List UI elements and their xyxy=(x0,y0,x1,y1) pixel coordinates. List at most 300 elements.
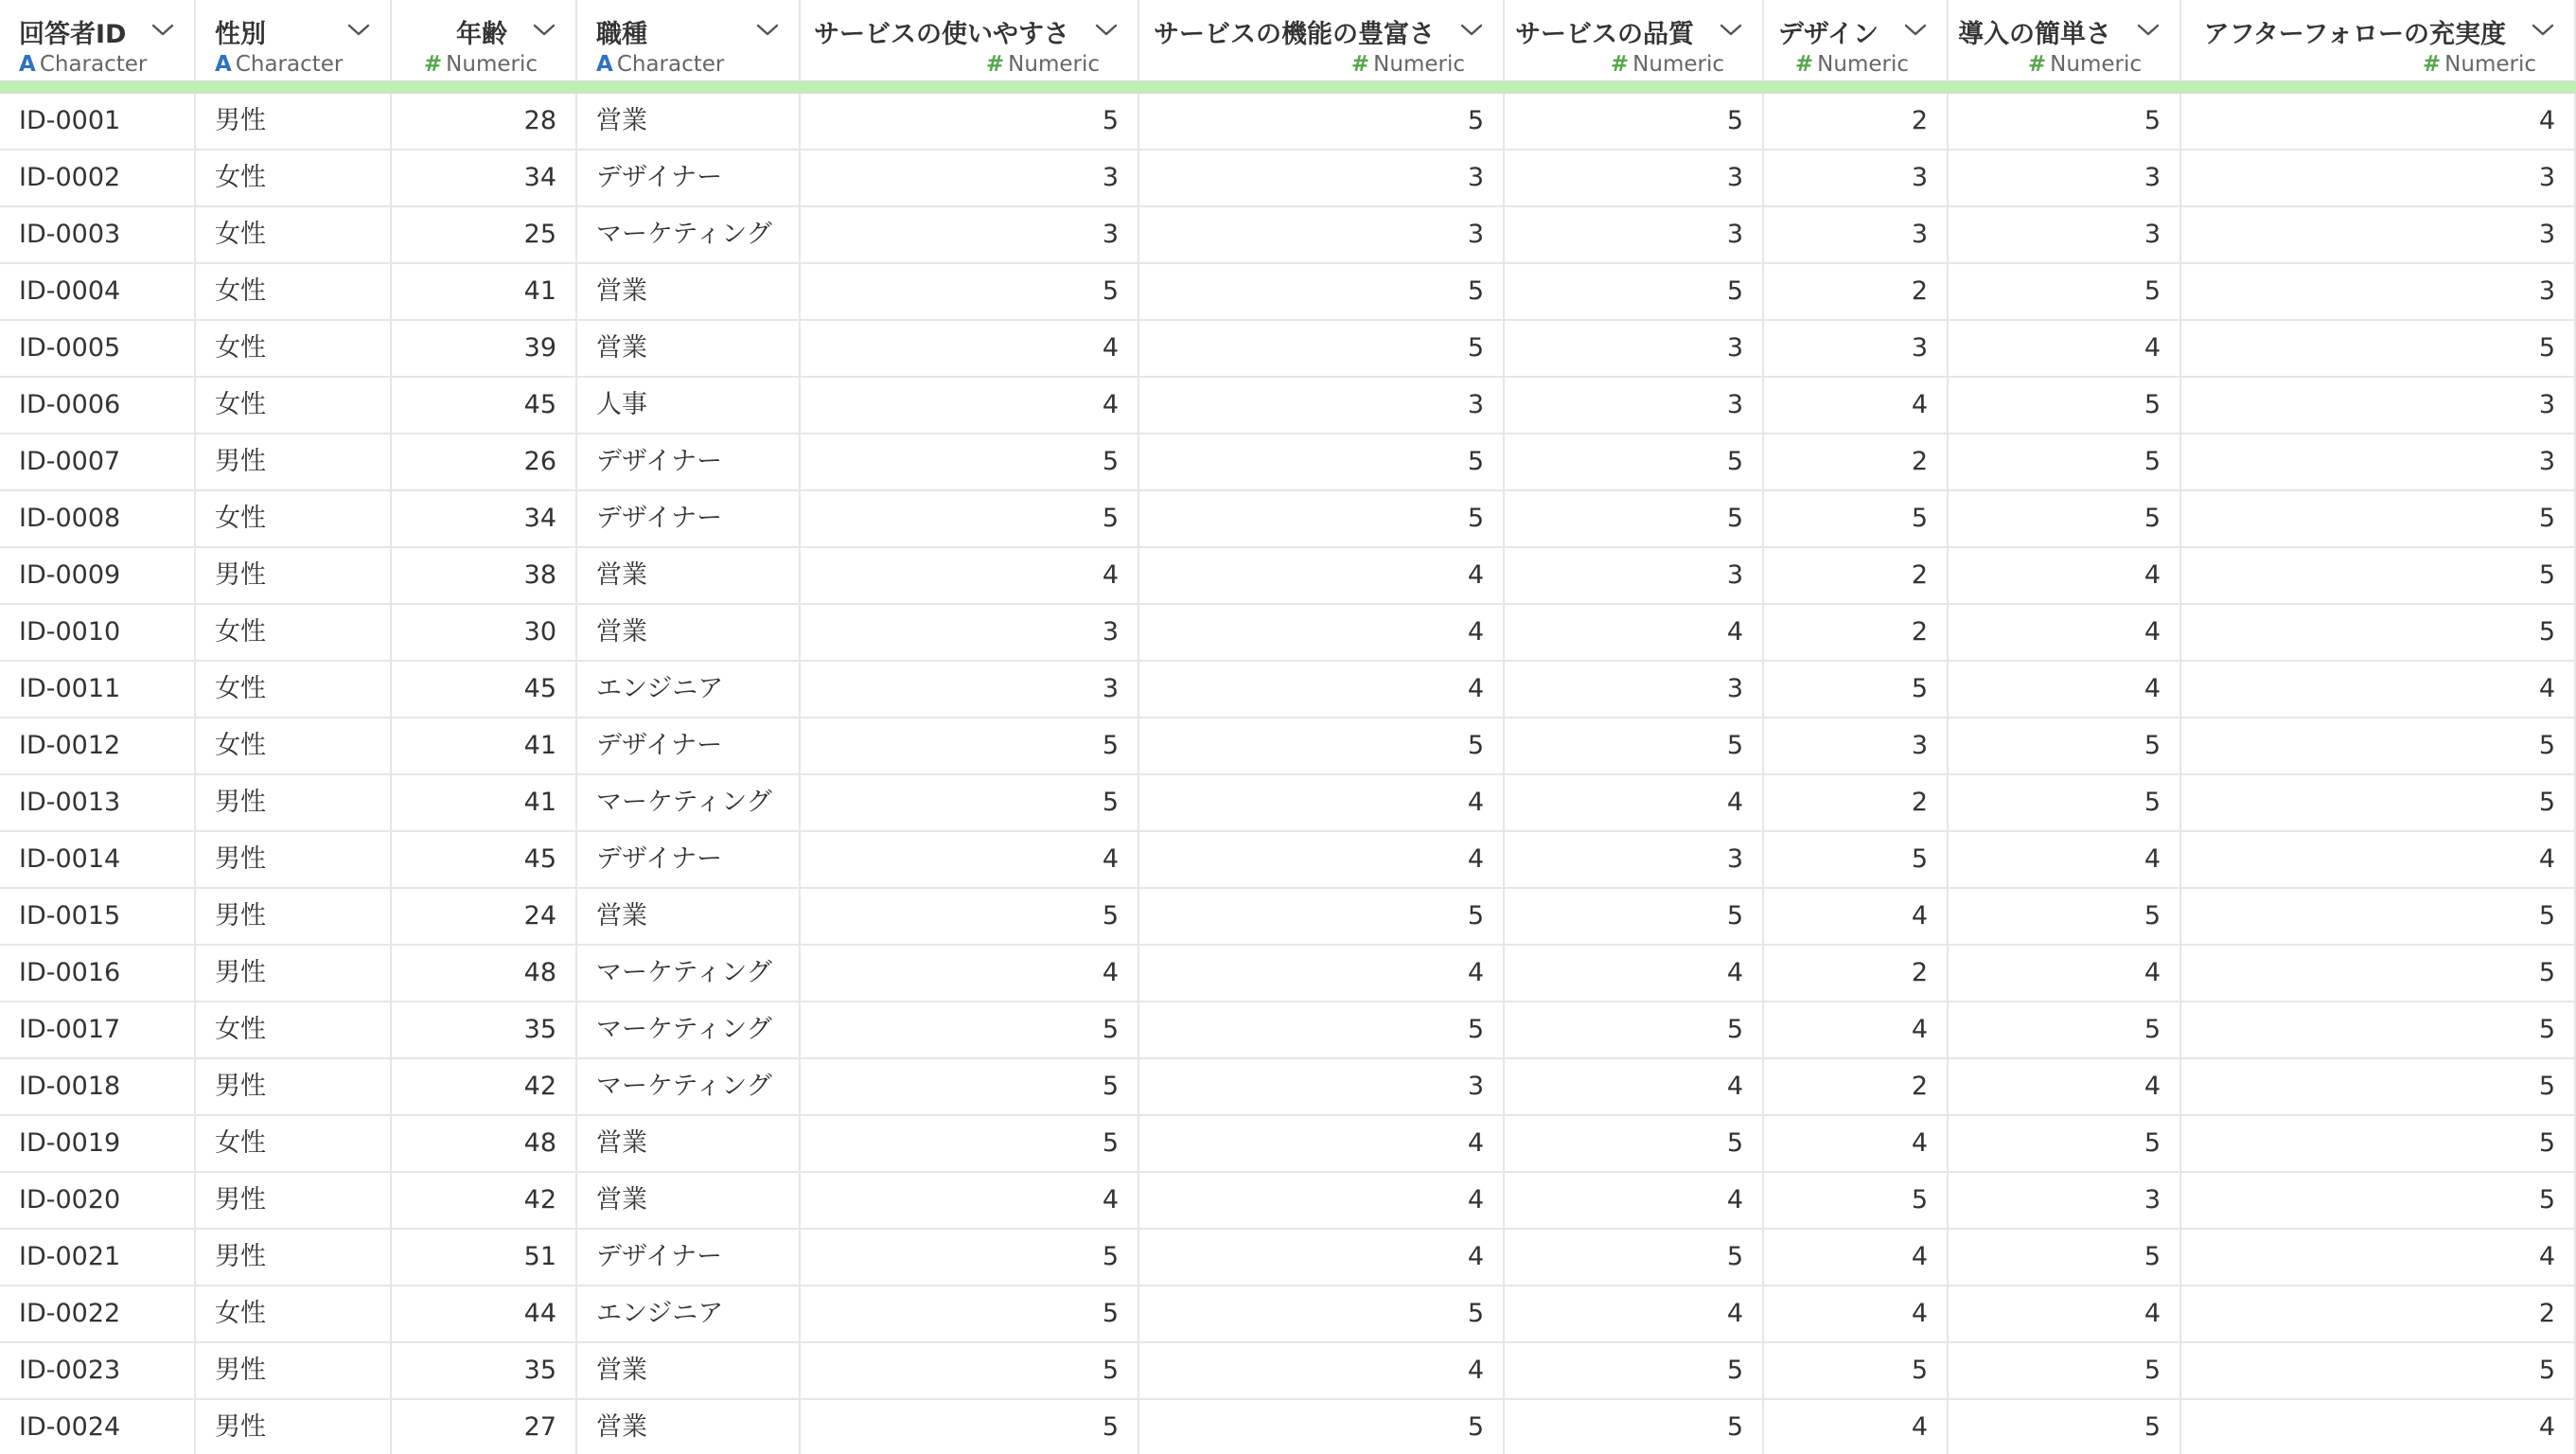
cell-age[interactable]: 44 xyxy=(392,1286,577,1341)
table-row xyxy=(0,264,2576,321)
cell-features[interactable]: 5 xyxy=(1139,491,1505,546)
cell-quality[interactable]: 4 xyxy=(1505,775,1764,830)
cell-gender[interactable]: 男性 xyxy=(196,548,392,603)
cell-id[interactable]: ID-0022 xyxy=(0,1286,196,1341)
cell-job[interactable]: マーケティング xyxy=(577,207,801,262)
cell-followup[interactable]: 3 xyxy=(2181,207,2576,262)
cell-id[interactable]: ID-0023 xyxy=(0,1343,196,1398)
chevron-down-icon[interactable] xyxy=(755,20,780,39)
cell-design[interactable]: 3 xyxy=(1764,718,1949,773)
cell-job[interactable]: エンジニア xyxy=(577,662,801,717)
cell-quality[interactable]: 4 xyxy=(1505,1059,1764,1114)
cell-ease[interactable]: 4 xyxy=(1949,946,2181,1001)
column-type-label: Numeric xyxy=(1008,52,1100,77)
cell-job[interactable]: 営業 xyxy=(577,889,801,944)
cell-ease[interactable]: 4 xyxy=(1949,1059,2181,1114)
cell-usability[interactable]: 5 xyxy=(801,889,1139,944)
cell-id[interactable]: ID-0002 xyxy=(0,151,196,205)
cell-followup[interactable]: 4 xyxy=(2181,94,2576,149)
cell-features[interactable]: 5 xyxy=(1139,889,1505,944)
cell-age[interactable]: 51 xyxy=(392,1230,577,1285)
table-row xyxy=(0,1173,2576,1230)
chevron-down-icon[interactable] xyxy=(1903,20,1928,39)
column-header-quality[interactable] xyxy=(1505,0,1764,81)
chevron-down-icon[interactable] xyxy=(1459,20,1484,39)
column-type xyxy=(19,52,147,77)
cell-gender[interactable]: 男性 xyxy=(196,1059,392,1114)
cell-id[interactable]: ID-0019 xyxy=(0,1116,196,1171)
cell-followup[interactable]: 4 xyxy=(2181,662,2576,717)
cell-followup[interactable]: 3 xyxy=(2181,151,2576,205)
cell-gender[interactable]: 女性 xyxy=(196,151,392,205)
table-row xyxy=(0,1116,2576,1173)
column-type xyxy=(215,52,343,77)
cell-design[interactable]: 2 xyxy=(1764,94,1949,149)
cell-gender[interactable]: 男性 xyxy=(196,1400,392,1454)
column-header-id[interactable] xyxy=(0,0,196,81)
cell-followup[interactable]: 2 xyxy=(2181,1286,2576,1341)
cell-age[interactable]: 45 xyxy=(392,832,577,887)
cell-design[interactable]: 4 xyxy=(1764,1002,1949,1057)
column-header-age[interactable] xyxy=(392,0,577,81)
cell-usability[interactable]: 4 xyxy=(801,946,1139,1001)
cell-quality[interactable]: 5 xyxy=(1505,1343,1764,1398)
cell-features[interactable]: 3 xyxy=(1139,1059,1505,1114)
cell-gender[interactable]: 男性 xyxy=(196,1230,392,1285)
cell-design[interactable]: 4 xyxy=(1764,1116,1949,1171)
column-type xyxy=(986,52,1100,77)
cell-followup[interactable]: 4 xyxy=(2181,1230,2576,1285)
cell-usability[interactable]: 4 xyxy=(801,1173,1139,1228)
cell-quality[interactable]: 3 xyxy=(1505,832,1764,887)
cell-ease[interactable]: 5 xyxy=(1949,1230,2181,1285)
chevron-down-icon[interactable] xyxy=(2136,20,2161,39)
column-header-usability[interactable] xyxy=(801,0,1139,81)
column-type-label: Numeric xyxy=(1817,52,1909,77)
cell-age[interactable]: 48 xyxy=(392,1116,577,1171)
cell-job[interactable]: 営業 xyxy=(577,94,801,149)
cell-features[interactable]: 5 xyxy=(1139,264,1505,319)
cell-job[interactable]: 営業 xyxy=(577,605,801,660)
cell-design[interactable]: 5 xyxy=(1764,491,1949,546)
cell-features[interactable]: 4 xyxy=(1139,605,1505,660)
cell-job[interactable]: デザイナー xyxy=(577,718,801,773)
cell-age[interactable]: 42 xyxy=(392,1059,577,1114)
cell-gender[interactable]: 女性 xyxy=(196,321,392,376)
cell-gender[interactable]: 女性 xyxy=(196,491,392,546)
cell-ease[interactable]: 5 xyxy=(1949,1116,2181,1171)
cell-id[interactable]: ID-0007 xyxy=(0,434,196,489)
column-type xyxy=(2028,52,2142,77)
cell-job[interactable]: 営業 xyxy=(577,548,801,603)
cell-age[interactable]: 24 xyxy=(392,889,577,944)
cell-features[interactable]: 4 xyxy=(1139,662,1505,717)
cell-design[interactable]: 2 xyxy=(1764,946,1949,1001)
cell-gender[interactable]: 女性 xyxy=(196,662,392,717)
cell-id[interactable]: ID-0024 xyxy=(0,1400,196,1454)
cell-job[interactable]: マーケティング xyxy=(577,946,801,1001)
cell-ease[interactable]: 5 xyxy=(1949,1400,2181,1454)
numeric-type-icon: # xyxy=(1350,52,1370,77)
cell-design[interactable]: 5 xyxy=(1764,832,1949,887)
cell-usability[interactable]: 5 xyxy=(801,1002,1139,1057)
cell-gender[interactable]: 女性 xyxy=(196,378,392,433)
cell-ease[interactable]: 5 xyxy=(1949,889,2181,944)
cell-usability[interactable]: 5 xyxy=(801,94,1139,149)
cell-age[interactable]: 42 xyxy=(392,1173,577,1228)
cell-features[interactable]: 4 xyxy=(1139,832,1505,887)
cell-quality[interactable]: 5 xyxy=(1505,889,1764,944)
cell-followup[interactable]: 5 xyxy=(2181,1173,2576,1228)
table-row xyxy=(0,548,2576,605)
cell-design[interactable]: 2 xyxy=(1764,1059,1949,1114)
cell-job[interactable]: マーケティング xyxy=(577,1059,801,1114)
cell-id[interactable]: ID-0006 xyxy=(0,378,196,433)
table-row xyxy=(0,718,2576,775)
cell-followup[interactable]: 3 xyxy=(2181,264,2576,319)
cell-quality[interactable]: 3 xyxy=(1505,321,1764,376)
chevron-down-icon[interactable] xyxy=(346,20,371,39)
cell-features[interactable]: 5 xyxy=(1139,1286,1505,1341)
cell-ease[interactable]: 5 xyxy=(1949,718,2181,773)
cell-job[interactable]: 営業 xyxy=(577,1116,801,1171)
cell-gender[interactable]: 女性 xyxy=(196,264,392,319)
table-row xyxy=(0,832,2576,889)
cell-age[interactable]: 28 xyxy=(392,94,577,149)
cell-age[interactable]: 35 xyxy=(392,1002,577,1057)
cell-job[interactable]: デザイナー xyxy=(577,151,801,205)
cell-usability[interactable]: 5 xyxy=(801,718,1139,773)
cell-design[interactable]: 4 xyxy=(1764,1286,1949,1341)
cell-ease[interactable]: 5 xyxy=(1949,264,2181,319)
cell-id[interactable]: ID-0012 xyxy=(0,718,196,773)
table-row xyxy=(0,775,2576,832)
cell-job[interactable]: 営業 xyxy=(577,264,801,319)
cell-design[interactable]: 2 xyxy=(1764,605,1949,660)
cell-age[interactable]: 41 xyxy=(392,775,577,830)
cell-design[interactable]: 2 xyxy=(1764,434,1949,489)
cell-usability[interactable]: 3 xyxy=(801,207,1139,262)
table-row xyxy=(0,151,2576,207)
grid-body xyxy=(0,94,2576,1454)
cell-usability[interactable]: 5 xyxy=(801,1116,1139,1171)
table-row xyxy=(0,207,2576,264)
cell-usability[interactable]: 3 xyxy=(801,151,1139,205)
cell-quality[interactable]: 3 xyxy=(1505,378,1764,433)
cell-quality[interactable]: 5 xyxy=(1505,491,1764,546)
cell-id[interactable]: ID-0020 xyxy=(0,1173,196,1228)
cell-ease[interactable]: 3 xyxy=(1949,207,2181,262)
cell-followup[interactable]: 5 xyxy=(2181,1059,2576,1114)
cell-gender[interactable]: 女性 xyxy=(196,1116,392,1171)
cell-followup[interactable]: 4 xyxy=(2181,1400,2576,1454)
cell-usability[interactable]: 5 xyxy=(801,434,1139,489)
cell-followup[interactable]: 5 xyxy=(2181,605,2576,660)
cell-features[interactable]: 4 xyxy=(1139,775,1505,830)
cell-age[interactable]: 26 xyxy=(392,434,577,489)
cell-quality[interactable]: 5 xyxy=(1505,1002,1764,1057)
cell-ease[interactable]: 4 xyxy=(1949,321,2181,376)
cell-age[interactable]: 41 xyxy=(392,264,577,319)
cell-design[interactable]: 4 xyxy=(1764,1230,1949,1285)
cell-features[interactable]: 5 xyxy=(1139,1002,1505,1057)
cell-quality[interactable]: 5 xyxy=(1505,718,1764,773)
cell-job[interactable]: 人事 xyxy=(577,378,801,433)
cell-followup[interactable]: 5 xyxy=(2181,491,2576,546)
cell-design[interactable]: 3 xyxy=(1764,151,1949,205)
cell-usability[interactable]: 5 xyxy=(801,1400,1139,1454)
cell-quality[interactable]: 4 xyxy=(1505,605,1764,660)
cell-features[interactable]: 3 xyxy=(1139,151,1505,205)
cell-usability[interactable]: 5 xyxy=(801,1343,1139,1398)
cell-ease[interactable]: 4 xyxy=(1949,832,2181,887)
cell-gender[interactable]: 男性 xyxy=(196,434,392,489)
cell-id[interactable]: ID-0017 xyxy=(0,1002,196,1057)
cell-followup[interactable]: 5 xyxy=(2181,1116,2576,1171)
cell-id[interactable]: ID-0021 xyxy=(0,1230,196,1285)
cell-design[interactable]: 4 xyxy=(1764,1400,1949,1454)
table-row xyxy=(0,1400,2576,1454)
cell-id[interactable]: ID-0016 xyxy=(0,946,196,1001)
column-name: サービスの品質 xyxy=(1515,20,1694,49)
cell-age[interactable]: 35 xyxy=(392,1343,577,1398)
cell-quality[interactable]: 3 xyxy=(1505,207,1764,262)
cell-gender[interactable]: 女性 xyxy=(196,605,392,660)
cell-gender[interactable]: 男性 xyxy=(196,889,392,944)
cell-design[interactable]: 2 xyxy=(1764,548,1949,603)
cell-design[interactable]: 3 xyxy=(1764,321,1949,376)
column-type-label: Character xyxy=(235,52,344,77)
table-row xyxy=(0,491,2576,548)
cell-design[interactable]: 5 xyxy=(1764,1343,1949,1398)
character-type-icon: A xyxy=(596,52,613,77)
cell-ease[interactable]: 5 xyxy=(1949,491,2181,546)
chevron-down-icon[interactable] xyxy=(150,20,175,39)
cell-gender[interactable]: 男性 xyxy=(196,1173,392,1228)
cell-design[interactable]: 4 xyxy=(1764,889,1949,944)
character-type-icon: A xyxy=(215,52,232,77)
cell-usability[interactable]: 4 xyxy=(801,378,1139,433)
cell-id[interactable]: ID-0001 xyxy=(0,94,196,149)
cell-followup[interactable]: 5 xyxy=(2181,548,2576,603)
column-header-features[interactable] xyxy=(1139,0,1505,81)
table-row xyxy=(0,1059,2576,1116)
cell-features[interactable]: 5 xyxy=(1139,321,1505,376)
cell-quality[interactable]: 5 xyxy=(1505,1400,1764,1454)
cell-features[interactable]: 3 xyxy=(1139,378,1505,433)
cell-age[interactable]: 45 xyxy=(392,378,577,433)
cell-id[interactable]: ID-0010 xyxy=(0,605,196,660)
column-type xyxy=(1611,52,1724,77)
numeric-type-icon: # xyxy=(2027,52,2047,77)
column-name: サービスの機能の豊富さ xyxy=(1154,20,1435,49)
column-type xyxy=(2423,52,2536,77)
cell-ease[interactable]: 4 xyxy=(1949,605,2181,660)
cell-followup[interactable]: 5 xyxy=(2181,718,2576,773)
chevron-down-icon[interactable] xyxy=(2531,20,2555,39)
cell-usability[interactable]: 5 xyxy=(801,264,1139,319)
cell-quality[interactable]: 4 xyxy=(1505,1286,1764,1341)
numeric-type-icon: # xyxy=(1794,52,1814,77)
cell-gender[interactable]: 男性 xyxy=(196,94,392,149)
column-type-label: Character xyxy=(616,52,725,77)
table-row xyxy=(0,434,2576,491)
column-name: 導入の簡単さ xyxy=(1958,20,2111,49)
column-header-gender[interactable] xyxy=(196,0,392,81)
cell-usability[interactable]: 3 xyxy=(801,662,1139,717)
cell-usability[interactable]: 4 xyxy=(801,832,1139,887)
cell-design[interactable]: 3 xyxy=(1764,207,1949,262)
cell-id[interactable]: ID-0013 xyxy=(0,775,196,830)
column-type xyxy=(1795,52,1909,77)
cell-ease[interactable]: 5 xyxy=(1949,94,2181,149)
cell-gender[interactable]: 女性 xyxy=(196,207,392,262)
cell-id[interactable]: ID-0008 xyxy=(0,491,196,546)
cell-job[interactable]: デザイナー xyxy=(577,1230,801,1285)
cell-features[interactable]: 4 xyxy=(1139,1343,1505,1398)
cell-gender[interactable]: 男性 xyxy=(196,1343,392,1398)
cell-age[interactable]: 38 xyxy=(392,548,577,603)
column-header-ease[interactable] xyxy=(1949,0,2181,81)
cell-quality[interactable]: 5 xyxy=(1505,94,1764,149)
cell-gender[interactable]: 女性 xyxy=(196,718,392,773)
cell-followup[interactable]: 5 xyxy=(2181,321,2576,376)
cell-features[interactable]: 4 xyxy=(1139,548,1505,603)
chevron-down-icon[interactable] xyxy=(532,20,556,39)
cell-features[interactable]: 3 xyxy=(1139,207,1505,262)
cell-design[interactable]: 2 xyxy=(1764,264,1949,319)
cell-quality[interactable]: 5 xyxy=(1505,1230,1764,1285)
cell-age[interactable]: 30 xyxy=(392,605,577,660)
cell-quality[interactable]: 3 xyxy=(1505,548,1764,603)
cell-job[interactable]: デザイナー xyxy=(577,832,801,887)
cell-job[interactable]: マーケティング xyxy=(577,1002,801,1057)
cell-ease[interactable]: 4 xyxy=(1949,548,2181,603)
cell-features[interactable]: 5 xyxy=(1139,718,1505,773)
cell-age[interactable]: 45 xyxy=(392,662,577,717)
cell-followup[interactable]: 5 xyxy=(2181,1343,2576,1398)
cell-age[interactable]: 41 xyxy=(392,718,577,773)
cell-id[interactable]: ID-0005 xyxy=(0,321,196,376)
cell-usability[interactable]: 3 xyxy=(801,605,1139,660)
cell-job[interactable]: デザイナー xyxy=(577,491,801,546)
cell-ease[interactable]: 4 xyxy=(1949,662,2181,717)
cell-usability[interactable]: 4 xyxy=(801,548,1139,603)
cell-ease[interactable]: 5 xyxy=(1949,378,2181,433)
cell-job[interactable]: 営業 xyxy=(577,321,801,376)
cell-ease[interactable]: 3 xyxy=(1949,1173,2181,1228)
cell-id[interactable]: ID-0009 xyxy=(0,548,196,603)
cell-followup[interactable]: 5 xyxy=(2181,889,2576,944)
cell-id[interactable]: ID-0011 xyxy=(0,662,196,717)
cell-id[interactable]: ID-0004 xyxy=(0,264,196,319)
cell-followup[interactable]: 5 xyxy=(2181,1002,2576,1057)
cell-gender[interactable]: 女性 xyxy=(196,1002,392,1057)
cell-ease[interactable]: 5 xyxy=(1949,1002,2181,1057)
cell-usability[interactable]: 5 xyxy=(801,491,1139,546)
cell-gender[interactable]: 男性 xyxy=(196,832,392,887)
cell-ease[interactable]: 5 xyxy=(1949,434,2181,489)
column-header-job[interactable] xyxy=(577,0,801,81)
cell-id[interactable]: ID-0018 xyxy=(0,1059,196,1114)
cell-id[interactable]: ID-0014 xyxy=(0,832,196,887)
chevron-down-icon[interactable] xyxy=(1094,20,1119,39)
cell-age[interactable]: 34 xyxy=(392,491,577,546)
cell-design[interactable]: 5 xyxy=(1764,1173,1949,1228)
cell-quality[interactable]: 4 xyxy=(1505,946,1764,1001)
cell-followup[interactable]: 4 xyxy=(2181,832,2576,887)
cell-job[interactable]: 営業 xyxy=(577,1173,801,1228)
cell-features[interactable]: 5 xyxy=(1139,94,1505,149)
numeric-type-icon: # xyxy=(1610,52,1630,77)
cell-quality[interactable]: 5 xyxy=(1505,264,1764,319)
cell-quality[interactable]: 3 xyxy=(1505,151,1764,205)
cell-gender[interactable]: 男性 xyxy=(196,775,392,830)
cell-quality[interactable]: 4 xyxy=(1505,1173,1764,1228)
cell-gender[interactable]: 女性 xyxy=(196,1286,392,1341)
cell-ease[interactable]: 4 xyxy=(1949,1286,2181,1341)
column-type-label: Numeric xyxy=(2444,52,2536,77)
cell-followup[interactable]: 5 xyxy=(2181,946,2576,1001)
cell-job[interactable]: 営業 xyxy=(577,1400,801,1454)
cell-age[interactable]: 27 xyxy=(392,1400,577,1454)
cell-followup[interactable]: 3 xyxy=(2181,434,2576,489)
cell-followup[interactable]: 5 xyxy=(2181,775,2576,830)
cell-features[interactable]: 5 xyxy=(1139,434,1505,489)
cell-age[interactable]: 25 xyxy=(392,207,577,262)
column-type xyxy=(1351,52,1465,77)
cell-ease[interactable]: 5 xyxy=(1949,1343,2181,1398)
cell-job[interactable]: 営業 xyxy=(577,1343,801,1398)
cell-age[interactable]: 48 xyxy=(392,946,577,1001)
cell-usability[interactable]: 5 xyxy=(801,1059,1139,1114)
cell-quality[interactable]: 5 xyxy=(1505,1116,1764,1171)
cell-job[interactable]: エンジニア xyxy=(577,1286,801,1341)
cell-job[interactable]: デザイナー xyxy=(577,434,801,489)
cell-usability[interactable]: 4 xyxy=(801,321,1139,376)
chevron-down-icon[interactable] xyxy=(1719,20,1743,39)
cell-id[interactable]: ID-0015 xyxy=(0,889,196,944)
cell-job[interactable]: マーケティング xyxy=(577,775,801,830)
cell-features[interactable]: 5 xyxy=(1139,1400,1505,1454)
cell-age[interactable]: 39 xyxy=(392,321,577,376)
cell-features[interactable]: 4 xyxy=(1139,1230,1505,1285)
cell-features[interactable]: 4 xyxy=(1139,1116,1505,1171)
cell-design[interactable]: 5 xyxy=(1764,662,1949,717)
column-header-followup[interactable] xyxy=(2181,0,2576,81)
cell-usability[interactable]: 5 xyxy=(801,1230,1139,1285)
column-type-label: Numeric xyxy=(1373,52,1465,77)
cell-ease[interactable]: 3 xyxy=(1949,151,2181,205)
table-row xyxy=(0,662,2576,718)
cell-ease[interactable]: 5 xyxy=(1949,775,2181,830)
cell-usability[interactable]: 5 xyxy=(801,775,1139,830)
cell-features[interactable]: 4 xyxy=(1139,946,1505,1001)
cell-age[interactable]: 34 xyxy=(392,151,577,205)
column-header-design[interactable] xyxy=(1764,0,1949,81)
cell-design[interactable]: 2 xyxy=(1764,775,1949,830)
cell-gender[interactable]: 男性 xyxy=(196,946,392,1001)
cell-quality[interactable]: 3 xyxy=(1505,662,1764,717)
cell-id[interactable]: ID-0003 xyxy=(0,207,196,262)
cell-usability[interactable]: 5 xyxy=(801,1286,1139,1341)
cell-quality[interactable]: 5 xyxy=(1505,434,1764,489)
cell-features[interactable]: 4 xyxy=(1139,1173,1505,1228)
column-type-label: Numeric xyxy=(2050,52,2142,77)
character-type-icon: A xyxy=(19,52,36,77)
cell-design[interactable]: 4 xyxy=(1764,378,1949,433)
cell-followup[interactable]: 3 xyxy=(2181,378,2576,433)
